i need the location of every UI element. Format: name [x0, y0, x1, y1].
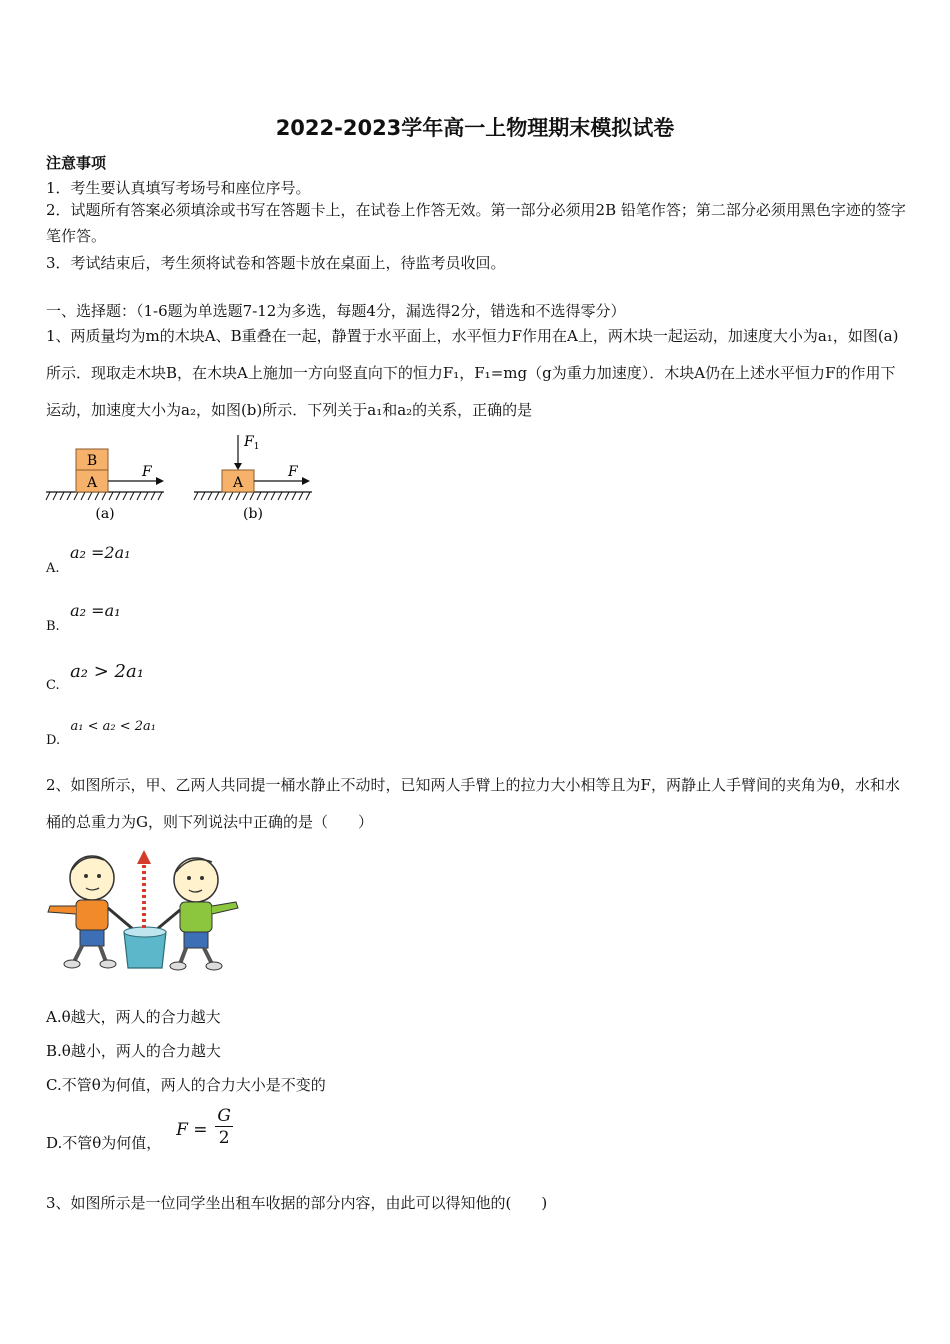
arrowhead-down-icon	[234, 463, 242, 470]
force-label-b: F	[288, 464, 298, 480]
label-a-b: A	[232, 475, 244, 491]
notice-heading: 注意事项	[46, 154, 107, 172]
option-text: 不管θ为何值，两人的合力大小是不变的	[61, 1076, 326, 1094]
q2-option-a[interactable]	[46, 1006, 221, 1027]
figure-b	[194, 434, 312, 522]
page-title: 2022-2023学年高一上物理期末模拟试卷	[275, 116, 675, 140]
label-a: A	[86, 475, 98, 491]
option-label: A.	[46, 561, 60, 576]
figure-a	[46, 449, 164, 522]
formula-lhs: F =	[176, 1120, 208, 1140]
q1-option-b[interactable]	[46, 601, 121, 634]
caption-b: (b)	[243, 506, 263, 522]
question-3-text: 3、如图所示是一位同学坐出租车收据的部分内容，由此可以得知他的( )	[46, 1194, 548, 1212]
q1-option-a[interactable]	[46, 543, 131, 576]
option-label: A.	[46, 1008, 62, 1026]
option-formula	[176, 1106, 233, 1149]
q1-option-c[interactable]	[46, 661, 144, 693]
q2-option-b[interactable]	[46, 1040, 221, 1061]
q1-figure	[44, 430, 324, 525]
force1-label: $F_1$	[244, 434, 260, 452]
force-arrow-icon	[137, 850, 151, 928]
option-text: 不管θ为何值，	[62, 1134, 162, 1152]
option-formula: a₂ =a₁	[70, 601, 121, 620]
notice-item-1: 1．考生要认真填写考场号和座位序号。	[46, 179, 311, 197]
notice-item-2: 2．试题所有答案必须填涂或书写在答题卡上，在试卷上作答无效。第一部分必须用2B 铅笔作答；第二部分必须用黑色字迹的签字笔作答。	[46, 201, 906, 245]
notice-item-3: 3．考试结束后，考生须将试卷和答题卡放在桌面上，待监考员收回。	[46, 254, 506, 272]
fraction-denominator: 2	[218, 1128, 230, 1148]
section-heading: 一、选择题：（1-6题为单选题7-12为多选，每题4分，漏选得2分，错选和不选得零分）	[46, 302, 626, 320]
option-label: C.	[46, 678, 60, 693]
person-left	[48, 856, 134, 968]
q2-option-d[interactable]	[46, 1106, 233, 1154]
arrowhead-icon	[302, 477, 310, 485]
caption-a: (a)	[95, 506, 115, 522]
force-label-a: F	[142, 464, 152, 480]
option-formula: a₂ =2a₁	[69, 543, 131, 562]
option-formula: a₁ < a₂ < 2a₁	[70, 719, 157, 734]
option-text: θ越小，两人的合力越大	[61, 1042, 221, 1060]
option-label: B.	[46, 1042, 62, 1060]
option-text: θ越大，两人的合力越大	[61, 1008, 221, 1026]
fraction-numerator: G	[217, 1106, 231, 1126]
arrowhead-icon	[156, 477, 164, 485]
option-label: D.	[46, 1134, 63, 1152]
q2-option-c[interactable]	[46, 1074, 326, 1095]
person-right	[156, 858, 238, 970]
q2-figure	[44, 846, 244, 976]
option-formula: a₂ > 2a₁	[70, 661, 144, 682]
label-b: B	[86, 453, 98, 469]
q1-option-d[interactable]	[46, 718, 157, 748]
question-2-text: 2、如图所示，甲、乙两人共同提一桶水静止不动时，已知两人手臂上的拉力大小相等且为F，两静止人手臂间的夹角为θ，水和水桶的总重力为G，则下列说法中正确的是（ ）	[46, 776, 900, 831]
option-label: B.	[46, 619, 60, 634]
option-label: D.	[46, 733, 61, 748]
option-label: C.	[46, 1076, 62, 1094]
water-bucket	[124, 927, 166, 968]
question-1-text: 1、两质量均为m的木块A、B重叠在一起，静置于水平面上，水平恒力F作用在A上，两木块一起运动，加速度大小为a₁，如图(a)所示．现取走木块B，在木块A上施加一方向竖直向下的恒力F₁，F₁=mg（g为重力加速度）．木块A仍在上述水平恒力F的作用下运动，加速度大小为a₂，如图(b)所示．下列关于a₁和a₂的关系，正确的是	[46, 327, 899, 419]
fraction	[215, 1106, 233, 1149]
